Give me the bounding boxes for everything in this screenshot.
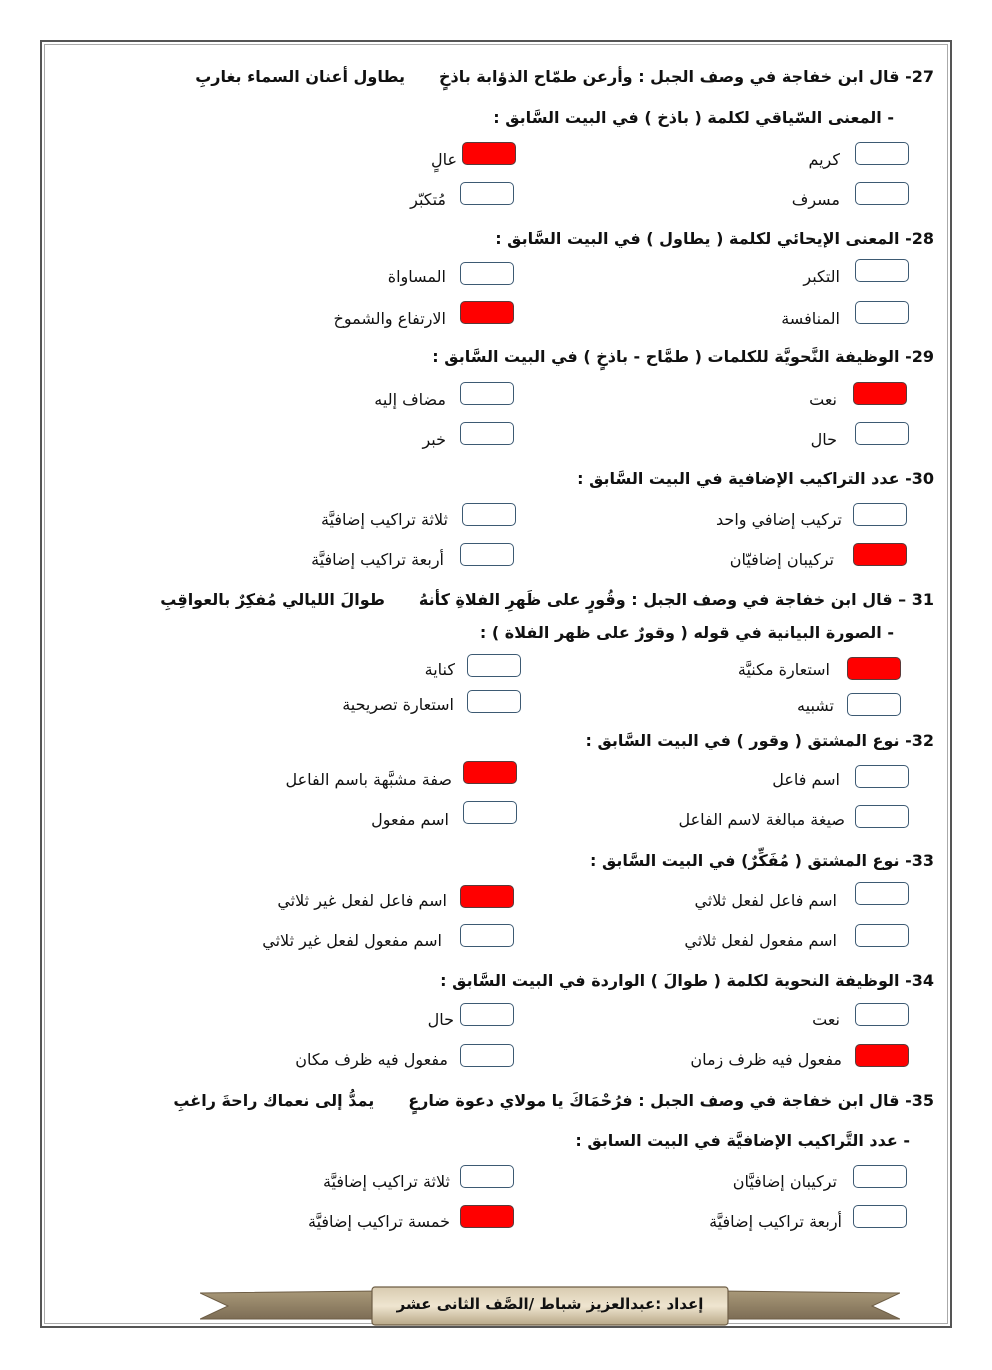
q30-prompt: 30- عدد التراكيب الإضافية في البيت السَّابق : <box>577 469 934 488</box>
q31-verse-part2: طوالَ الليالي مُفكِرٌ بالعواقِبِ <box>160 590 385 609</box>
q31-verse <box>160 589 934 611</box>
q30-option-1-label: تركيب إضافي واحد <box>716 510 842 529</box>
q30-option-1-box[interactable] <box>853 503 907 526</box>
q35-option-2-label: ثلاثة تراكيب إضافيَّة <box>322 1172 450 1191</box>
q33-option-2-box[interactable] <box>460 885 514 908</box>
q33-prompt: 33- نوع المشتق ( مُفَكِّرٌ) في البيت السَّابق : <box>590 851 934 870</box>
q28-option-3-box[interactable] <box>855 301 909 324</box>
q35-verse-part1: 35- قال ابن خفاجة في وصف الجبل : فرُحْمَاكَ يا مولاي دعوة ضارعٍ <box>408 1091 934 1110</box>
q31-option-2-box[interactable] <box>467 654 521 677</box>
q32-option-4-label: اسم مفعول <box>371 810 449 829</box>
q30-option-2-label: ثلاثة تراكيب إضافيَّة <box>320 510 448 529</box>
q27-option-3-label: مسرف <box>791 190 840 209</box>
q28-option-2-label: المساواة <box>387 267 446 286</box>
q28-option-2-box[interactable] <box>460 262 514 285</box>
q27-option-1-box[interactable] <box>855 142 909 165</box>
q30-option-3-box[interactable] <box>853 543 907 566</box>
q35-verse-part2: يمدُّ إلى نعماك راحةَ راغبِ <box>173 1091 375 1110</box>
q29-option-1-box[interactable] <box>853 382 907 405</box>
q29-option-2-label: مضاف إليه <box>374 390 446 409</box>
q27-verse <box>195 66 934 88</box>
q27-prompt: - المعنى السّياقي لكلمة ( باذخ ) في البيت السَّابق : <box>493 108 894 127</box>
q28-option-3-label: المنافسة <box>781 309 840 328</box>
q32-option-2-label: صفة مشبَّهة باسم الفاعل <box>285 770 452 789</box>
q34-option-3-box[interactable] <box>855 1044 909 1067</box>
q31-option-2-label: كناية <box>424 660 455 679</box>
q33-option-1-box[interactable] <box>855 882 909 905</box>
q34-option-1-label: نعت <box>812 1010 840 1029</box>
q27-option-4-box[interactable] <box>460 182 514 205</box>
q30-option-2-box[interactable] <box>462 503 516 526</box>
q31-prompt: - الصورة البيانية في قوله ( وقورٌ على ظهر الفلاة ) : <box>479 623 894 642</box>
q28-option-1-label: التكبر <box>803 267 840 286</box>
q30-option-4-label: أربعة تراكيب إضافيَّة <box>311 550 444 569</box>
q34-option-3-label: مفعول فيه ظرف زمان <box>690 1050 842 1069</box>
q30-option-3-label: تركيبان إضافيّان <box>729 550 834 569</box>
q32-option-4-box[interactable] <box>463 801 517 824</box>
q29-option-4-box[interactable] <box>460 422 514 445</box>
q31-option-1-box[interactable] <box>847 657 901 680</box>
q34-option-4-label: مفعول فيه ظرف مكان <box>295 1050 448 1069</box>
q33-option-2-label: اسم فاعل لفعل غير ثلاثي <box>277 891 447 910</box>
q31-option-4-label: استعارة تصريحية <box>342 695 454 714</box>
q32-option-3-label: صيغة مبالغة لاسم الفاعل <box>678 810 845 829</box>
q35-option-1-box[interactable] <box>853 1165 907 1188</box>
q35-option-4-label: خمسة تراكيب إضافيَّة <box>307 1212 450 1231</box>
q29-prompt: 29- الوظيفة النَّحويَّة للكلمات ( طمَّاح - باذخٍ ) في البيت السَّابق : <box>432 347 934 366</box>
q32-prompt: 32- نوع المشتق ( وقور ) في البيت السَّابق : <box>585 731 934 750</box>
q30-option-4-box[interactable] <box>460 543 514 566</box>
q33-option-4-label: اسم مفعول لفعل غير ثلاثي <box>262 931 442 950</box>
q35-prompt: - عدد التَّراكيب الإضافيَّة في البيت السابق : <box>575 1131 910 1150</box>
q35-option-2-box[interactable] <box>460 1165 514 1188</box>
q33-option-4-box[interactable] <box>460 924 514 947</box>
q31-verse-part1: 31 – قال ابن خفاجة في وصف الجبل : وقُورٍ على ظَهرِ الفلاةِ كأنهُ <box>418 590 934 609</box>
q27-option-1-label: كريم <box>808 150 840 169</box>
q29-option-2-box[interactable] <box>460 382 514 405</box>
q35-option-1-label: تركيبان إضافيَّان <box>732 1172 837 1191</box>
q32-option-1-label: اسم فاعل <box>772 770 840 789</box>
q32-option-1-box[interactable] <box>855 765 909 788</box>
footer-credit: إعداد :عبدالعزيز شباط /الصَّف الثانى عشر <box>396 1295 704 1313</box>
q27-option-2-label: عالٍ <box>430 150 457 169</box>
q35-option-3-label: أربعة تراكيب إضافيَّة <box>709 1212 842 1231</box>
q34-option-2-label: حال <box>427 1010 454 1029</box>
q27-verse-part1: 27- قال ابن خفاجة في وصف الجبل : وأرعن طمّاح الذؤابة باذخٍ <box>438 67 934 86</box>
q34-option-1-box[interactable] <box>855 1003 909 1026</box>
q29-option-3-label: حال <box>810 430 837 449</box>
q34-option-4-box[interactable] <box>460 1044 514 1067</box>
q27-verse-part2: يطاول أعنان السماء بغاربِ <box>195 67 405 86</box>
q28-option-4-label: الارتفاع والشموخ <box>333 309 446 328</box>
q32-option-3-box[interactable] <box>855 805 909 828</box>
q31-option-3-box[interactable] <box>847 693 901 716</box>
q31-option-3-label: تشبيه <box>797 696 834 715</box>
q35-option-3-box[interactable] <box>853 1205 907 1228</box>
q32-option-2-box[interactable] <box>463 761 517 784</box>
q28-prompt: 28- المعنى الإيحائي لكلمة ( يطاول ) في البيت السَّابق : <box>495 229 934 248</box>
q29-option-1-label: نعت <box>809 390 837 409</box>
q27-option-2-box[interactable] <box>462 142 516 165</box>
q27-option-3-box[interactable] <box>855 182 909 205</box>
q29-option-3-box[interactable] <box>855 422 909 445</box>
q27-option-4-label: مُتكبّر <box>410 190 446 209</box>
q33-option-3-label: اسم مفعول لفعل ثلاثي <box>684 931 837 950</box>
q35-verse <box>173 1090 934 1112</box>
q28-option-1-box[interactable] <box>855 259 909 282</box>
q31-option-1-label: استعارة مكنيَّة <box>737 660 830 679</box>
q33-option-3-box[interactable] <box>855 924 909 947</box>
q33-option-1-label: اسم فاعل لفعل ثلاثي <box>694 891 837 910</box>
footer-banner <box>200 1285 900 1327</box>
q35-option-4-box[interactable] <box>460 1205 514 1228</box>
q34-option-2-box[interactable] <box>460 1003 514 1026</box>
q28-option-4-box[interactable] <box>460 301 514 324</box>
q34-prompt: 34- الوظيفة النحوية لكلمة ( طوالَ ) الواردة في البيت السَّابق : <box>440 971 934 990</box>
q31-option-4-box[interactable] <box>467 690 521 713</box>
q29-option-4-label: خبر <box>422 430 446 449</box>
